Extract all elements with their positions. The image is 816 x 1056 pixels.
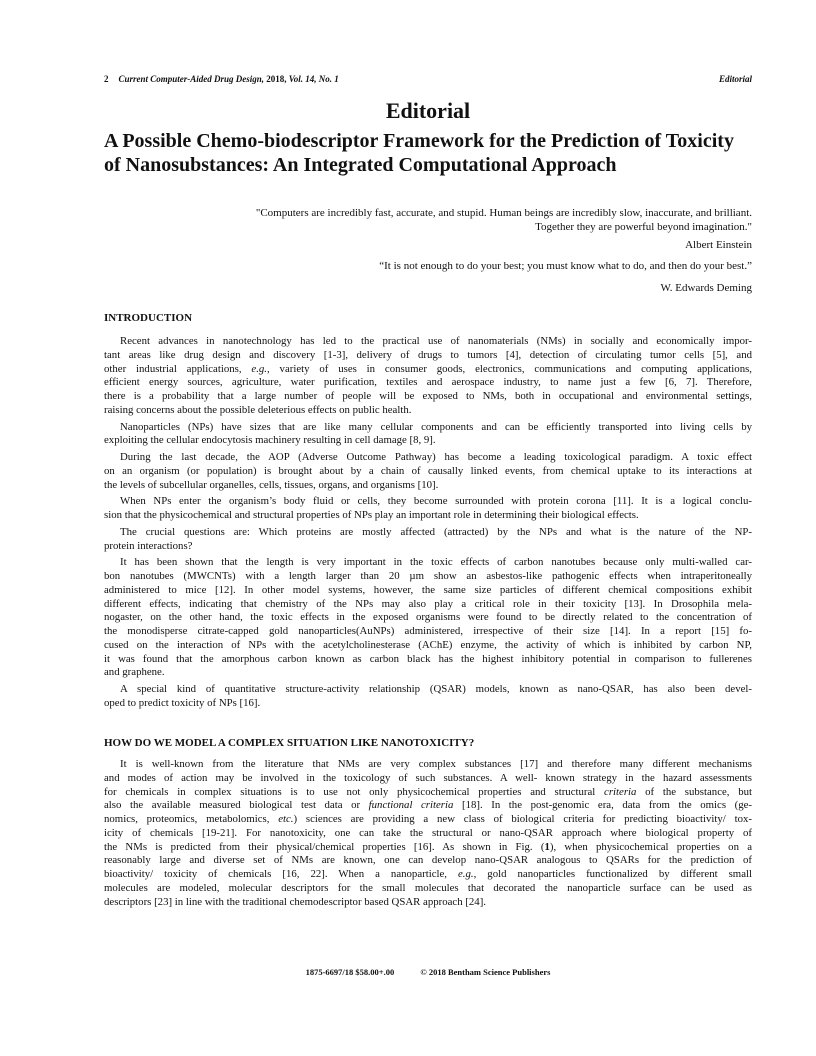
text-run: it was found that the amorphous carbon known as carbon black has the highest inhibitory potential in comparison to fullerenes — [104, 652, 752, 665]
text-run: Recent advances in nanotechnology has led to the practical use of nanomaterials (NMs) in socially and economically impor- — [120, 335, 752, 347]
text-run: A special kind of quantitative structure-activity relationship (QSAR) models, known as nano-QSAR, has also been devel- — [120, 683, 752, 695]
text-run: the monodisperse citrate-capped gold nanoparticles(AuNPs) administered, irrespective of their size [14]. In a report [15] fo- — [104, 625, 752, 637]
text-line — [104, 813, 752, 827]
journal-year: 2018, — [264, 74, 287, 84]
text-run: etc. — [278, 813, 294, 825]
text-run: also the available measured biological test data or — [104, 799, 369, 812]
text-run: different effects, indicating that chemistry of the NPs may also play a critical role in their toxicity [13]. In Drosophila mela- — [104, 597, 752, 610]
text-run: the levels of subcellular organelles, cells, tissues, organs, and organisms [10]. — [104, 478, 439, 491]
title-line: of Nanosubstances: An Integrated Computational Approach — [104, 154, 617, 176]
text-line — [104, 868, 752, 882]
quote-author: Albert Einstein — [685, 239, 752, 252]
text-run: and modes of action may be involved in the toxicology of such substances. A well- known strategy in the hazard assessments — [104, 771, 752, 784]
text-line — [104, 495, 752, 509]
text-line — [104, 479, 752, 493]
paragraph — [104, 495, 752, 523]
text-line — [104, 697, 752, 711]
text-run: , variety of uses in consumer goods, electronics, communications and computing applications, — [267, 362, 752, 375]
text-line — [104, 556, 752, 570]
text-run: reasonably large and diverse set of NMs are known, one can develop nano-QSAR analogous to QSARs for the prediction of — [104, 854, 752, 867]
text-line — [104, 509, 752, 523]
text-line — [104, 335, 752, 349]
paragraph — [104, 421, 752, 449]
text-line — [104, 827, 752, 841]
text-line — [104, 854, 752, 868]
text-run: ) sciences are providing a new class of biological criteria for predicting bioactivity/ tox- — [293, 813, 752, 825]
text-line — [104, 611, 752, 625]
text-run: functional criteria — [368, 799, 454, 812]
text-run: e.g. — [251, 362, 267, 375]
text-run: other industrial applications, — [104, 362, 252, 375]
paragraph — [104, 758, 752, 909]
footer — [104, 967, 752, 977]
text-line — [104, 786, 752, 800]
text-run: there is a probability that a large number of people will be exposed to NMs, both in occupational and environmental settings, — [104, 390, 752, 402]
text-run: criteria — [604, 785, 637, 798]
section-heading: HOW DO WE MODEL A COMPLEX SITUATION LIKE NANOTOXICITY? — [104, 737, 475, 749]
paragraph — [104, 526, 752, 554]
text-line — [104, 598, 752, 612]
text-run: molecules are modeled, molecular descriptors for the small molecules that decorated the nanoparticle surface can be used as — [104, 881, 752, 894]
text-run: protein interactions? — [104, 539, 193, 552]
text-run: sion that the physicochemical and structural properties of NPs play an important role in determining their biological effects. — [104, 509, 639, 521]
text-run: exploiting the cellular endocytosis machinery resulting in cell damage [8, 9]. — [104, 434, 436, 447]
text-run: e.g. — [458, 868, 474, 880]
text-run: When NPs enter the organism’s body fluid or cells, they become surrounded with protein corona [11]. It is a logical conclu- — [120, 495, 752, 508]
text-run: efficient energy sources, agriculture, water purification, textiles and aerospace industry, to name just a few [6, 7]. Therefore, — [104, 376, 752, 389]
text-run: 1 — [544, 840, 550, 853]
text-line — [104, 683, 752, 697]
quote-line: Together they are powerful beyond imagination." — [535, 220, 752, 233]
text-run: raising concerns about the possible deleterious effects on public health. — [104, 403, 412, 416]
text-line — [104, 421, 752, 435]
text-run: and graphene. — [104, 666, 165, 679]
footer-issn-price: 1875-6697/18 $58.00+.00 — [305, 967, 395, 977]
text-run: nomics, proteomics, metabolomics, — [104, 813, 279, 825]
quote-author: W. Edwards Deming — [660, 281, 752, 294]
text-run: , gold nanoparticles functionalized by different small — [473, 868, 752, 880]
text-run: bon nanotubes (MWCNTs) with a length larger than 20 µm show an asbestos-like pathogenic effects when intraperitoneally — [104, 570, 752, 582]
text-run: the NMs is predicted from their physical/chemical properties [16]. As shown in Fig. ( — [104, 840, 545, 853]
title-line: A Possible Chemo-biodescriptor Framework for the Prediction of Toxicity — [104, 130, 734, 152]
text-run: on an organism (or population) is brought about by a chain of causally linked events, from chemical uptake to its interactions at — [104, 464, 752, 477]
text-run: of the substance, but — [636, 785, 752, 798]
paragraph — [104, 335, 752, 418]
text-line — [104, 625, 752, 639]
text-run: It has been shown that the length is very important in the toxic effects of carbon nanotubes because only multi-walled car- — [120, 556, 752, 569]
text-line — [104, 376, 752, 390]
text-run: icity of chemicals [19-21]. For nanotoxicity, one can take the structural or nano-QSAR approach where biological property of — [104, 826, 752, 839]
text-line — [104, 404, 752, 418]
paragraph — [104, 556, 752, 680]
journal-volume: Vol. 14, No. 1 — [286, 74, 339, 84]
text-line — [104, 451, 752, 465]
running-header — [104, 74, 752, 84]
text-run: The crucial questions are: Which proteins are mostly affected (attracted) by the NPs and what is the nature of the NP- — [120, 525, 752, 538]
text-run: cused on the interaction of NPs with the acetylcholinesterase (AChE) enzyme, the activity of which is inhibited by carbon NP, — [104, 638, 752, 651]
text-run: nogaster, on the other hand, the toxic effects in the exposed organisms were found to be directly related to the concentration of — [104, 611, 752, 624]
text-line — [104, 434, 752, 448]
section-heading: INTRODUCTION — [104, 312, 193, 324]
page-number: 2 — [104, 74, 109, 84]
article-title — [104, 129, 752, 177]
text-run: [18]. In the post-genomic era, data from the omics (ge- — [453, 799, 752, 812]
text-run: bioactivity/ toxicity of chemicals [16, 22]. When a nanoparticle, — [104, 868, 458, 880]
text-line — [104, 390, 752, 404]
text-run: administered to mice [12]. In other model systems, however, the same size particles of different chemical compositions exhibit — [104, 583, 752, 596]
text-run: ), when physicochemical properties on a — [549, 840, 752, 853]
text-line — [104, 540, 752, 554]
paragraph — [104, 451, 752, 492]
header-section: Editorial — [718, 74, 752, 84]
text-line — [104, 639, 752, 653]
text-line — [104, 349, 752, 363]
text-line — [104, 526, 752, 540]
text-run: It is well-known from the literature that NMs are very complex substances [17] and therefore many different mechanisms — [120, 758, 752, 770]
text-line — [104, 570, 752, 584]
text-line — [104, 896, 752, 910]
text-run: descriptors [23] in line with the traditional chemodescriptor based QSAR approach [24]. — [104, 895, 486, 908]
text-line — [104, 841, 752, 855]
text-line — [104, 584, 752, 598]
quote-line: “It is not enough to do your best; you must know what to do, and then do your best.” — [379, 260, 752, 272]
paragraph — [104, 683, 752, 711]
text-line — [104, 882, 752, 896]
footer-copyright: © 2018 Bentham Science Publishers — [420, 967, 551, 977]
article-type: Editorial — [385, 98, 471, 123]
text-line — [104, 465, 752, 479]
section-introduction — [104, 312, 752, 711]
text-run: tant areas like drug design and discovery [1-3], delivery of drugs to tumors [4], detection of circulating tumor cells [5], and — [104, 348, 752, 361]
journal-name: Current Computer-Aided Drug Design, — [118, 74, 265, 84]
quote-line: "Computers are incredibly fast, accurate, and stupid. Human beings are incredibly slow, inaccurate, and brilliant. — [255, 207, 752, 219]
epigraph-deming — [104, 260, 752, 295]
text-run: During the last decade, the AOP (Adverse Outcome Pathway) has become a leading toxicological paradigm. A toxic effect — [120, 451, 752, 463]
text-run: oped to predict toxicity of NPs [16]. — [104, 696, 261, 709]
text-run: Nanoparticles (NPs) have sizes that are like many cellular components and can be efficiently transported into living cells by — [120, 420, 752, 433]
section-modeling — [104, 737, 752, 909]
text-line — [104, 799, 752, 813]
text-line — [104, 363, 752, 377]
text-line — [104, 653, 752, 667]
text-line — [104, 666, 752, 680]
text-run: for chemicals in complex situations is to use not only physicochemical properties and structural — [104, 785, 605, 798]
text-line — [104, 772, 752, 786]
text-line — [104, 758, 752, 772]
epigraph-einstein — [104, 207, 752, 253]
